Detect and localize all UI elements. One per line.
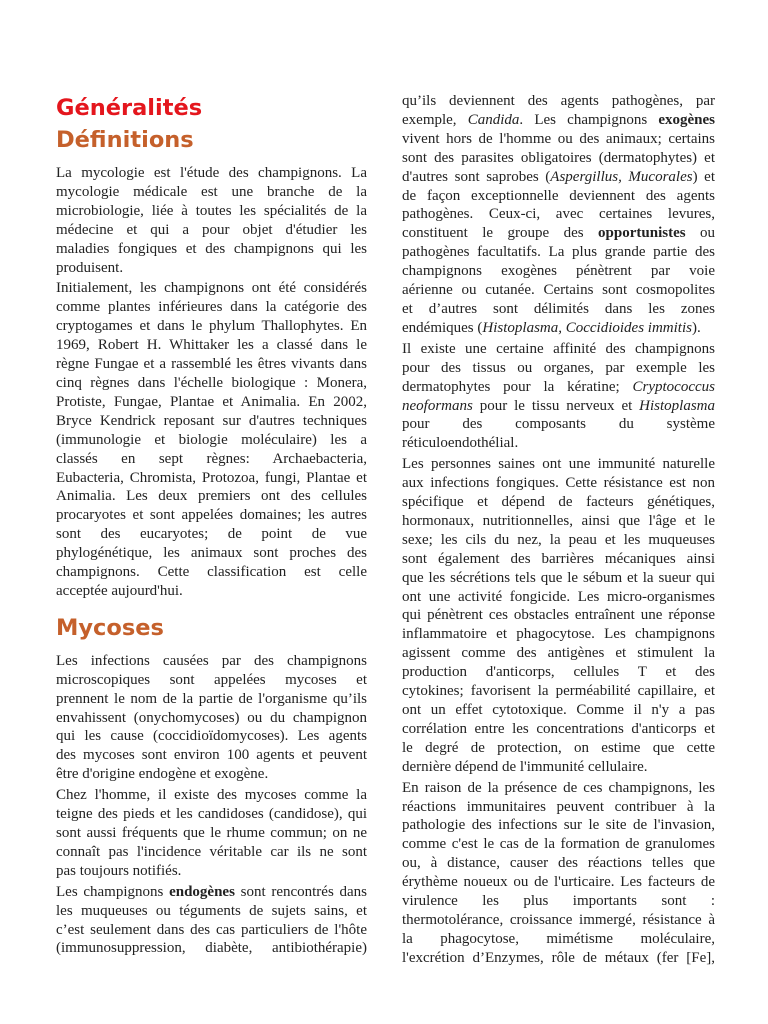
text-run: . Les champignons [519, 111, 659, 128]
text-run: sont rencontrés dans [234, 883, 367, 900]
text-line: pour des composants du système [402, 416, 715, 433]
text-line: de façon exceptionnelle deviennent des agents [402, 187, 715, 204]
bold-term: endogènes [169, 883, 235, 900]
text-run: ou [685, 225, 716, 242]
mycoses-heading: Mycoses [56, 614, 164, 641]
text-line: Initialement, les champignons ont été considérés [56, 280, 367, 297]
paragraph [402, 92, 715, 338]
text-line: thermotolérance, croissance immergé, résistance à [402, 911, 715, 928]
text-line: En raison de la présence de ces champignons, les [402, 779, 715, 796]
paragraph [56, 279, 367, 600]
text-line: 1969, Robert H. Whittaker les a classé dans le [56, 337, 367, 354]
text-line: règne Fungae et a rassemblé les êtres vivants dans [56, 356, 367, 373]
text-line [402, 224, 715, 243]
text-run: exemple, [402, 111, 468, 128]
text-line [402, 378, 715, 397]
text-line: champignons exogènes pénètrent par voie [402, 263, 715, 280]
text-line: Les infections causées par des champignons [56, 652, 367, 669]
text-line: dernière dépend de l'immunité cellulaire. [402, 758, 648, 775]
text-run: constituent le groupe des [402, 225, 599, 242]
text-line: pathologie des infections sur le site de l'invasion, [402, 817, 715, 834]
text-line: et d’autres sont délimités dans les zones [402, 300, 715, 317]
text-line: virulence les plus importants sont : [402, 893, 715, 910]
text-line: qui les cause (coccidioïdomycoses). Les agents [56, 728, 367, 745]
text-line: microscopiques sont appelées mycoses et [56, 671, 367, 688]
text-line: aérienne ou cutanée. Certains sont cosmopolites [402, 282, 715, 299]
text-line: Animalia. Les deux premiers ont des cellules [56, 488, 367, 505]
text-line: l'excrétion d’Enzymes, rôle de métaux (fer [Fe], [402, 949, 715, 966]
text-line: microbiologie, liée à toutes les spécialités de la [56, 202, 367, 219]
text-line: qui pénètrent ces obstacles entraînent une réponse [402, 607, 715, 624]
text-line: acceptée aujourd'hui. [56, 582, 183, 599]
paragraph [402, 340, 715, 453]
text-line: qu’ils deviennent des agents pathogènes, par [402, 93, 715, 109]
text-run: Les champignons [56, 883, 170, 900]
text-line: cinq règnes dans l'échelle biologique : Monera, [56, 374, 367, 391]
text-line: sont des eucaryotes; de point de vue [56, 526, 367, 543]
bold-term: opportunistes [598, 225, 686, 242]
text-run: ) et [692, 168, 715, 185]
text-line: (immunosuppression, diabète, antibiothérapie) [56, 940, 367, 957]
text-line: Les personnes saines ont une immunité naturelle [402, 456, 715, 473]
text-line: pathogènes. Ceux-ci, avec certaines levures, [402, 206, 715, 223]
text-line: que les sécrétions tels que le sébum et la sueur qui [402, 569, 715, 586]
text-line: phylogénétique, les animaux sont proches des [56, 545, 367, 562]
text-line: envahissent (onychomycoses) ou du champignon [56, 709, 367, 726]
text-line [402, 111, 715, 130]
text-line: des mycoses sont environ 100 agents et peuvent [56, 747, 367, 764]
text-line: sont des parasites obligatoires (dermatophytes) et [402, 149, 715, 166]
paragraph [402, 455, 715, 776]
text-line: Eubacteria, Chromista, Protozoa, fungi, Plantae et [56, 469, 367, 486]
text-line: corrélation entre les concentrations d'anticorps et [402, 720, 715, 737]
text-line: c’est seulement dans des cas particuliers de l'hôte [56, 921, 367, 938]
text-line: agissent comme des antigènes et stimulent la [402, 645, 715, 662]
definitions-heading: Définitions [56, 127, 194, 153]
text-line: produisent. [56, 259, 124, 276]
text-line: pas toujours notifiés. [56, 862, 182, 879]
left-column [56, 92, 367, 958]
italic-term: Candida [467, 111, 520, 128]
text-line: Bryce Kendrick reposant sur d'autres techniques [56, 412, 367, 429]
paragraph [402, 779, 715, 968]
text-line: sexe; les cils du nez, la peau et les muqueuses [402, 531, 715, 548]
bold-term: exogènes [658, 111, 715, 128]
text-line: la phagocytose, mimétisme moléculaire, [402, 930, 715, 947]
text-run: ). [691, 319, 701, 336]
text-line: Chez l'homme, il existe des mycoses comme la [56, 787, 367, 804]
text-line: comme plantes inférieures dans la catégorie des [56, 299, 367, 316]
text-line: sont également des barrières mécaniques ainsi [402, 550, 715, 567]
text-line: réactions immunitaires peuvent contribuer à la [402, 798, 715, 815]
text-line: vivent hors de l'homme ou des animaux; certains [402, 130, 715, 147]
text-line: érythème noueux ou de l'urticaire. Les facteurs de [402, 874, 715, 891]
text-line: aux infections fongiques. Cette résistance est non [402, 475, 715, 492]
italic-term: Histoplasma, Coccidioides immitis [482, 319, 692, 336]
text-line: procaryotes et sont appelées domaines; les autres [56, 507, 367, 524]
text-line: classés en sept règnes: Archaebacteria, [56, 450, 367, 467]
section-title: Généralités [56, 95, 203, 121]
text-line: connaît pas l'incidence véritable car ils ne sont [56, 843, 367, 860]
text-run: d'autres sont saprobes ( [402, 168, 551, 185]
text-line: ont une activité fongicide. Les micro-organismes [402, 588, 715, 605]
text-line: cytokines; favorisent la perméabilité capillaire, et [402, 683, 715, 700]
paragraph [56, 786, 367, 881]
paragraph [56, 652, 367, 784]
text-line [402, 397, 715, 416]
text-run: dermatophytes pour la kératine; [402, 378, 633, 395]
text-line: ou, à distance, causer des réactions telles que [402, 855, 715, 872]
text-line: sont aussi fréquents que le rhume commun; on ne [56, 825, 367, 841]
text-line: inflammatoire et phagocytose. Les champignons [402, 626, 715, 643]
text-line [402, 319, 715, 338]
paragraph [56, 164, 367, 277]
right-column [402, 92, 715, 968]
paragraph [56, 883, 367, 959]
text-line: mycologie médicale est une branche de la [56, 183, 367, 200]
italic-term: neoformans [402, 397, 473, 414]
text-line: ont un effet cytotoxique. Comme il n'y a pas [402, 702, 715, 718]
text-line: être d'origine endogène et exogène. [56, 766, 269, 783]
text-line: pathogènes facultatifs. La plus grande partie des [402, 244, 715, 261]
text-line: cryptogames et dans le phylum Thallophytes. En [56, 318, 367, 335]
text-line: le degré de protection, on estime que cette [402, 739, 715, 756]
text-line: maladies fongiques et des champignons qui les [56, 240, 367, 257]
italic-term: Cryptococcus [632, 378, 715, 395]
text-line: comme c'est le cas de la formation de granulomes [402, 836, 715, 853]
text-run: endémiques ( [402, 319, 483, 336]
text-line: La mycologie est l'étude des champignons. La [56, 165, 367, 181]
text-line: Protiste, Fungae, Plantae et Animalia. En 2002, [56, 393, 367, 410]
text-line [56, 883, 367, 902]
italic-term: Histoplasma [639, 397, 715, 414]
text-line: teigne des pieds et les candidoses (candidose), qui [56, 806, 367, 823]
text-line: pour des tissus ou organes, par exemple les [402, 359, 715, 376]
text-line: champignons. Cette classification est celle [56, 564, 367, 581]
text-line: production d'anticorps, cellules T et des [402, 664, 715, 681]
text-line: les muqueuses ou téguments de sujets sains, et [56, 902, 367, 919]
text-line: prennent le nom de la partie de l'organisme qu’ils [56, 690, 367, 707]
text-run: pour le tissu nerveux et [472, 397, 640, 414]
italic-term: Aspergillus, Mucorales [550, 168, 693, 185]
text-line: médecine et qui a pour objet d'étudier les [56, 221, 367, 238]
text-line: réticuloendothélial. [402, 435, 519, 452]
text-line: Il existe une certaine affinité des champignons [402, 340, 715, 357]
text-line [402, 168, 715, 187]
text-line: spécifique et dépend de facteurs génétiques, [402, 494, 715, 511]
text-line: (immunologie et biologie moléculaire) les a [56, 431, 367, 448]
text-line: hormonaux, nutritionnelles, ainsi que l'âge et le [402, 512, 715, 529]
